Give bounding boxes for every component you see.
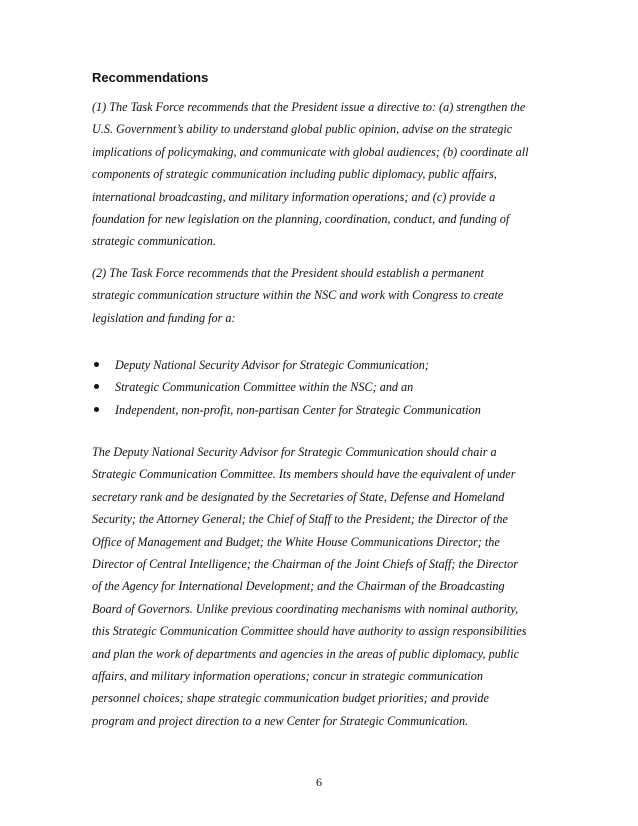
paragraph-line: (2) The Task Force recommends that the President should establish a permanent	[92, 266, 484, 280]
paragraph-line: Office of Management and Budget; the White House Communications Director; the	[92, 534, 500, 549]
paragraph-line: U.S. Government’s ability to understand global public opinion, advise on the strategic	[92, 122, 513, 137]
page-number: 6	[316, 775, 322, 789]
paragraph-line: international broadcasting, and military information operations; and (c) provide a	[92, 189, 496, 204]
paragraph-line: and plan the work of departments and agencies in the areas of public diplomacy, public	[92, 646, 520, 661]
bullet-item	[92, 354, 481, 376]
bullet-item	[92, 399, 481, 421]
recommendation-2-paragraph	[92, 262, 554, 329]
bullet-dot-icon	[94, 362, 99, 367]
paragraph-line: Board of Governors. Unlike previous coordinating mechanisms with nominal authority,	[92, 601, 519, 616]
section-heading: Recommendations	[92, 70, 209, 85]
paragraph-line: personnel choices; shape strategic communication budget priorities; and provide	[92, 691, 489, 706]
paragraph-line: implications of policymaking, and communicate with global audiences; (b) coordinate all	[92, 144, 529, 159]
paragraph-line: legislation and funding for a:	[92, 310, 236, 325]
paragraph-line: (1) The Task Force recommends that the President issue a directive to: (a) strengthen the	[92, 100, 526, 114]
paragraph-line: strategic communication.	[92, 234, 216, 249]
paragraph-line: secretary rank and be designated by the Secretaries of State, Defense and Homeland	[92, 489, 505, 504]
committee-paragraph	[92, 441, 554, 732]
paragraph-line: program and project direction to a new Center for Strategic Communication.	[92, 713, 469, 728]
paragraph-line: foundation for new legislation on the planning, coordination, conduct, and funding of	[92, 212, 510, 227]
bullet-dot-icon	[94, 384, 99, 389]
recommendation-1-paragraph	[92, 96, 554, 253]
bullet-text: Deputy National Security Advisor for Strategic Communication;	[115, 358, 429, 372]
bullet-item	[92, 376, 481, 398]
bullet-list	[92, 354, 481, 421]
paragraph-line: Security; the Attorney General; the Chief of Staff to the President; the Director of the	[92, 512, 508, 527]
paragraph-line: affairs, and military information operations; concur in strategic communication	[92, 669, 483, 684]
paragraph-line: this Strategic Communication Committee should have authority to assign responsibilities	[92, 624, 527, 639]
paragraph-line: components of strategic communication including public diplomacy, public affairs,	[92, 167, 497, 182]
paragraph-line: strategic communication structure within the NSC and work with Congress to create	[92, 288, 504, 303]
bullet-text: Strategic Communication Committee within the NSC; and an	[115, 380, 414, 395]
paragraph-line: of the Agency for International Development; and the Chairman of the Broadcasting	[92, 579, 505, 594]
paragraph-line: The Deputy National Security Advisor for Strategic Communication should chair a	[92, 445, 497, 459]
paragraph-line: Director of Central Intelligence; the Chairman of the Joint Chiefs of Staff; the Director	[92, 557, 518, 572]
bullet-text: Independent, non-profit, non-partisan Center for Strategic Communication	[115, 402, 481, 417]
bullet-dot-icon	[94, 407, 99, 412]
paragraph-line: Strategic Communication Committee. Its members should have the equivalent of under	[92, 467, 516, 482]
